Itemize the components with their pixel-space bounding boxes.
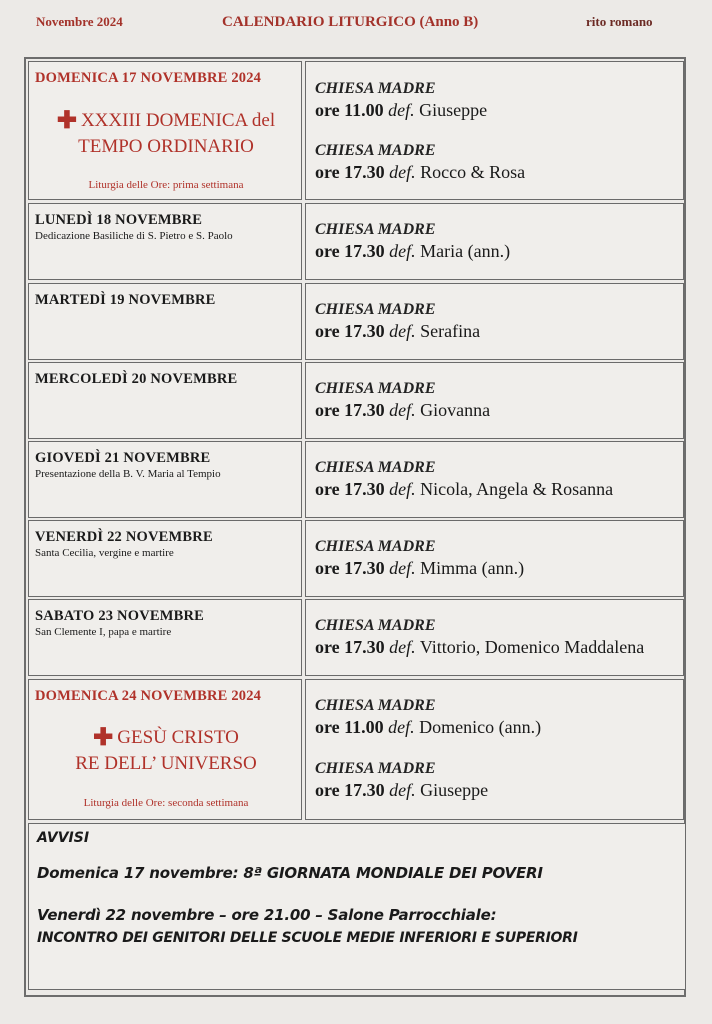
calendar-row	[28, 362, 684, 439]
day-title: VENERDÌ 22 NOVEMBRE	[35, 529, 213, 545]
mass-line: ore 17.30 def. Giovanna	[315, 400, 491, 420]
day-cell	[28, 599, 302, 676]
header-month: Novembre 2024	[36, 14, 123, 29]
mass-cell	[305, 441, 684, 518]
mass-cell	[305, 520, 684, 597]
church-name: CHIESA MADRE	[315, 617, 436, 634]
notices-title: AVVISI	[37, 830, 90, 846]
mass-line: ore 17.30 def. Vittorio, Domenico Maddalena	[315, 637, 645, 657]
day-title: LUNEDÌ 18 NOVEMBRE	[35, 212, 203, 228]
day-subtitle: Presentazione della B. V. Maria al Tempio	[35, 468, 221, 480]
notices-box	[28, 823, 686, 990]
mass-line: ore 17.30 def. Maria (ann.)	[315, 241, 511, 261]
header-title: CALENDARIO LITURGICO (Anno B)	[222, 14, 479, 30]
day-subtitle: San Clemente I, papa e martire	[35, 626, 172, 638]
cross-icon: ✚	[93, 725, 114, 751]
church-name: CHIESA MADRE	[315, 697, 436, 714]
notice-line: INCONTRO DEI GENITORI DELLE SCUOLE MEDIE INFERIORI E SUPERIORI	[37, 930, 578, 946]
mass-entry	[315, 301, 480, 342]
mass-entry	[315, 80, 487, 121]
mass-line: ore 17.30 def. Mimma (ann.)	[315, 558, 525, 578]
mass-line: ore 17.30 def. Serafina	[315, 321, 481, 341]
calendar-row	[28, 679, 684, 820]
notice-line: Domenica 17 novembre: 8ª GIORNATA MONDIALE DEI POVERI	[37, 864, 543, 882]
mass-entry	[315, 380, 490, 421]
mass-line: ore 11.00 def. Domenico (ann.)	[315, 717, 542, 737]
mass-entry	[315, 459, 613, 500]
mass-line: ore 17.30 def. Rocco & Rosa	[315, 162, 526, 182]
day-cell	[28, 520, 302, 597]
header-rite: rito romano	[586, 14, 653, 29]
calendar-row	[28, 61, 684, 200]
day-title: DOMENICA 17 NOVEMBRE 2024	[35, 70, 262, 86]
day-subtitle: Dedicazione Basiliche di S. Pietro e S. Paolo	[35, 230, 233, 242]
day-title: MERCOLEDÌ 20 NOVEMBRE	[35, 371, 238, 387]
calendar-row	[28, 520, 684, 597]
mass-cell	[305, 599, 684, 676]
church-name: CHIESA MADRE	[315, 380, 436, 397]
liturgy-hours: Liturgia delle Ore: prima settimana	[88, 179, 244, 191]
mass-cell	[305, 679, 684, 820]
mass-cell	[305, 283, 684, 360]
mass-entry	[315, 760, 488, 801]
day-cell	[28, 362, 302, 439]
church-name: CHIESA MADRE	[315, 760, 436, 777]
feast-title: ✚ GESÙ CRISTO RE DELL’ UNIVERSO	[75, 725, 257, 774]
church-name: CHIESA MADRE	[315, 538, 436, 555]
cross-icon: ✚	[56, 108, 77, 134]
mass-entry	[315, 538, 524, 579]
mass-line: ore 11.00 def. Giuseppe	[315, 100, 488, 120]
day-cell	[28, 203, 302, 280]
mass-entry	[315, 221, 510, 262]
mass-entry	[315, 617, 644, 658]
church-name: CHIESA MADRE	[315, 142, 436, 159]
mass-entry	[315, 697, 541, 738]
feast-title: ✚ XXXIII DOMENICA del TEMPO ORDINARIO	[56, 108, 276, 157]
calendar-row	[28, 441, 684, 518]
mass-entry	[315, 142, 525, 183]
day-cell	[28, 679, 302, 820]
church-name: CHIESA MADRE	[315, 221, 436, 238]
day-cell	[28, 61, 302, 200]
notice-line: Venerdì 22 novembre – ore 21.00 – Salone Parrocchiale:	[37, 906, 497, 924]
church-name: CHIESA MADRE	[315, 80, 436, 97]
day-cell	[28, 283, 302, 360]
mass-line: ore 17.30 def. Giuseppe	[315, 780, 489, 800]
mass-cell	[305, 362, 684, 439]
mass-cell	[305, 61, 684, 200]
day-title: GIOVEDÌ 21 NOVEMBRE	[35, 450, 211, 466]
mass-line: ore 17.30 def. Nicola, Angela & Rosanna	[315, 479, 614, 499]
page-header	[0, 14, 712, 34]
calendar-row	[28, 283, 684, 360]
calendar-row	[28, 203, 684, 280]
church-name: CHIESA MADRE	[315, 301, 436, 318]
day-title: MARTEDÌ 19 NOVEMBRE	[35, 292, 216, 308]
day-subtitle: Santa Cecilia, vergine e martire	[35, 547, 174, 559]
liturgy-hours: Liturgia delle Ore: seconda settimana	[83, 797, 249, 809]
day-title: DOMENICA 24 NOVEMBRE 2024	[35, 688, 262, 704]
church-name: CHIESA MADRE	[315, 459, 436, 476]
day-title: SABATO 23 NOVEMBRE	[35, 608, 205, 624]
calendar-row	[28, 599, 684, 676]
mass-cell	[305, 203, 684, 280]
day-cell	[28, 441, 302, 518]
